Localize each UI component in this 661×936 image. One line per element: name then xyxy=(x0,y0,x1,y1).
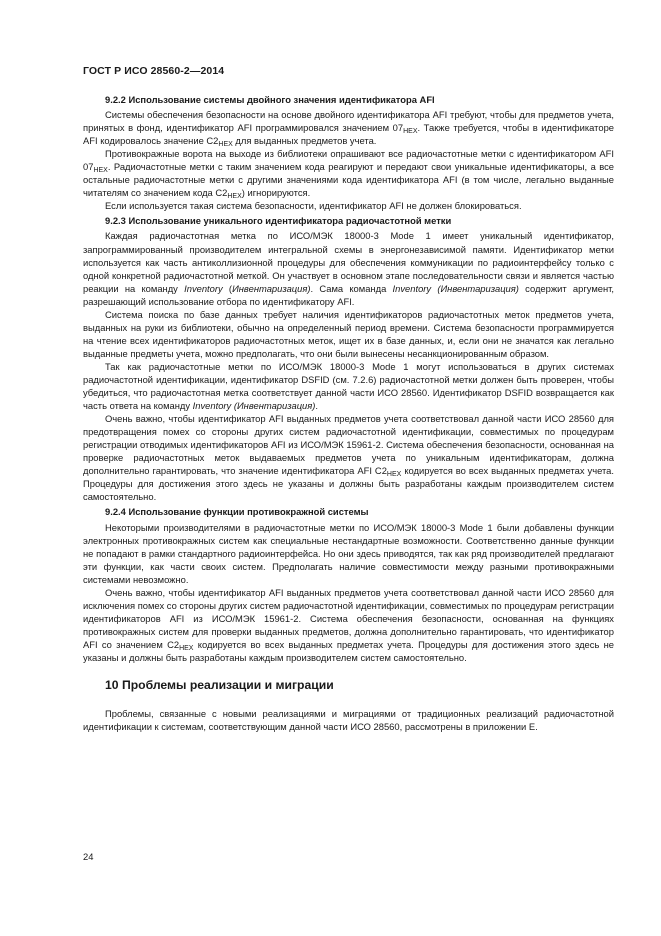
heading-9-2-4: 9.2.4 Использование функции противокражной системы xyxy=(105,506,369,518)
text-run: Очень важно, чтобы идентификатор AFI выданных предметов учета соответствовал данной части ИСО 28560 для исключения помех со стороны других систем радиочастотной идентификации, совместимых по процедурам регистрации идентификаторов AFI из ИСО/МЭК 15961-2. Система обеспечения безопасности, основанная на функциях противокражных систем для проверки выданных предметов, должна дополнительно гарантировать, что идентификатор AFI со значением C2 xyxy=(83,586,614,650)
subscript-hex: HEX xyxy=(218,141,233,149)
text-run: ( xyxy=(222,282,233,294)
paragraph-9-2-3-3 xyxy=(83,360,614,412)
paragraph-9-2-3-1 xyxy=(83,229,614,307)
paragraph-9-2-3-2: Система поиска по базе данных требует наличия идентификаторов радиочастотных меток предметов учета, выданных на руки из библиотеки, обычно на определенный период времени. Система безопасности программируется на чтение всех идентификаторов радиочастотных меток, ищет их в базе данных, и, если они не значатся как легально выданные предметы учета, можно предполагать, что они были вынесены несанкционированным образом. xyxy=(83,308,614,359)
text-run: кодируется во всех выданных предметах учета. Процедуры для достижения этого здесь не указаны и должны быть разработаны каждым производителем систем самостоятельно. xyxy=(83,465,614,503)
subscript-hex: HEX xyxy=(93,167,108,175)
text-run: . xyxy=(315,400,319,412)
italic-run: Inventory (Инвентаризация) xyxy=(192,400,316,412)
text-run: . Также требуется, чтобы в идентификаторе AFI кодировалось значение C2 xyxy=(83,122,614,147)
heading-9-2-3: 9.2.3 Использование уникального идентификатора радиочастотной метки xyxy=(105,215,452,227)
paragraph-9-2-4-1: Некоторыми производителями в радиочастотные метки по ИСО/МЭК 18000-3 Mode 1 были добавлены функции электронных противокражных систем как специальные нестандартные возможности. Соответственно данные функции не попадают в рамки стандартного радиоинтерфейса. Но они здесь приводятся, так как ряд производителей предлагают эти функции, как части своих систем. Предполагать наличие совместимости между разными противокражными системами невозможно. xyxy=(83,521,614,585)
subscript-hex: HEX xyxy=(403,128,418,136)
text-run: Очень важно, чтобы идентификатор AFI выданных предметов учета соответствовал данной части ИСО 28560 для предотвращения помех со стороны других систем радиочастотной идентификации, совместимых по процедурам регистрации отводимых идентификаторов AFI из ИСО/МЭК 15961-2. Система обеспечения безопасности, основанная на проверке радиочастотных меток выдаваемых предметов учета по уникальным идентификаторам, должна дополнительно гарантировать, что значение идентификатора AFI C2 xyxy=(83,413,614,477)
text-run: . Сама команда xyxy=(310,282,393,294)
text-run: . Радиочастотные метки с таким значением кода реагируют и передают свои уникальные идентификаторы, а все остальные радиочастотные метки с другими значениями кода идентификатора AFI (в том числе, легально выданные читателям со значением кода C2 xyxy=(83,161,614,199)
page-number: 24 xyxy=(83,851,94,862)
document-header: ГОСТ Р ИСО 28560-2—2014 xyxy=(83,65,225,77)
paragraph-9-2-2-1 xyxy=(83,108,614,147)
subscript-hex: HEX xyxy=(227,193,242,201)
subscript-hex: HEX xyxy=(179,644,194,652)
paragraph-9-2-2-3: Если используется такая система безопасности, идентификатор AFI не должен блокироваться. xyxy=(105,200,522,212)
paragraph-10-1: Проблемы, связанные с новыми реализациями и миграциями от традиционных реализаций радиочастотной идентификации к системам, соответствующим данной части ИСО 28560, рассмотрены в приложении Е. xyxy=(83,708,614,733)
italic-run: Inventory xyxy=(184,282,223,294)
text-run: Каждая радиочастотная метка по ИСО/МЭК 18000-3 Mode 1 имеет уникальный идентификатор, запрограммированный производителем интегральной схемы в энергонезависимой памяти. Идентификатор метки используется как часть антиколлизионной процедуры для обеспечения коммуникации по радиоинтерфейсу только с одной конкретной радиочастотной меткой. Он участвует в основном этапе последовательности связи и является частью реакции на команду xyxy=(83,230,614,294)
italic-run: Инвентаризация) xyxy=(232,282,311,294)
text-run: для выданных предметов учета. xyxy=(232,135,377,147)
heading-9-2-2: 9.2.2 Использование системы двойного значения идентификатора AFI xyxy=(105,94,435,105)
section-10-title: 10 Проблемы реализации и миграции xyxy=(105,678,334,693)
paragraph-9-2-3-4 xyxy=(83,412,614,503)
paragraph-9-2-4-2 xyxy=(83,586,614,664)
text-run: Так как радиочастотные метки по ИСО/МЭК 18000-3 Mode 1 могут использоваться в других системах радиочастотной идентификации, идентификатор DSFID (см. 7.2.6) радиочастотной метки должен быть проверен, чтобы убедиться, что радиочастотная метка соответствует данной части ИСО 28560. Идентификатор DSFID возвращается как часть ответа на команду xyxy=(83,360,614,412)
document-body xyxy=(83,93,614,733)
text-run: содержит аргумент, разрешающий использование отбора по идентификатору AFI. xyxy=(83,282,615,307)
text-run: ) игнорируются. xyxy=(241,187,311,199)
text-run: Системы обеспечения безопасности на основе двойного идентификатора AFI требуют, чтобы для предметов учета, принятых в фонд, идентификатор AFI программировался значением 07 xyxy=(83,109,614,134)
subscript-hex: HEX xyxy=(386,471,402,479)
text-run: Противокражные ворота на выходе из библиотеки опрашивают все радиочастотные метки с идентификатором AFI 07 xyxy=(83,148,614,173)
text-run: кодируется во всех выданных предметах учета. Процедуры для достижения этого здесь не указаны и должны быть разработаны каждым производителем систем самостоятельно. xyxy=(83,638,614,663)
italic-run: Inventory (Инвентаризация) xyxy=(392,282,519,294)
paragraph-9-2-2-2 xyxy=(83,147,614,199)
